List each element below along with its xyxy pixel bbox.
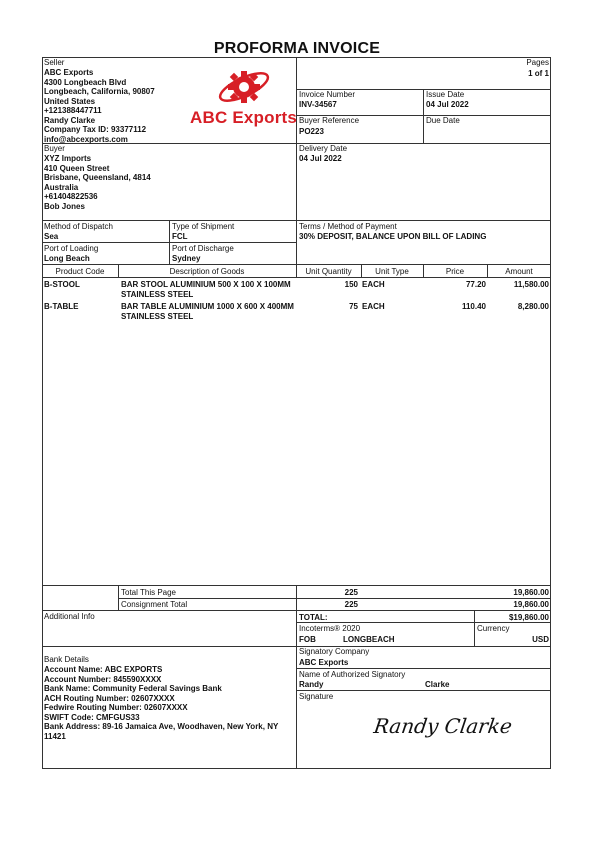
bank-details xyxy=(44,665,292,741)
row-unit-type: EACH xyxy=(362,302,385,311)
row-quantity: 75 xyxy=(349,302,358,311)
bank-line: Bank Name: Community Federal Savings Bank xyxy=(44,684,222,693)
buyer-line: Bob Jones xyxy=(44,201,85,211)
company-logo xyxy=(188,64,296,134)
incoterms-label: Incoterms® 2020 xyxy=(299,624,361,633)
row-price: 77.20 xyxy=(465,280,486,289)
buyer-line: Brisbane, Queensland, 4814 xyxy=(44,173,151,182)
total-this-page-label: Total This Page xyxy=(121,588,176,597)
seller-line: +121388447711 xyxy=(44,106,102,115)
consignment-total-qty: 225 xyxy=(344,600,358,609)
bank-line: Fedwire Routing Number: 02607XXXX xyxy=(44,703,188,712)
col-header-unit-quantity: Unit Quantity xyxy=(305,267,352,276)
row-description: BAR STOOL ALUMINIUM 500 X 100 X 100MM STAINLESS STEEL xyxy=(121,280,291,299)
buyer-line: Australia xyxy=(44,182,79,192)
signatory-company-label: Signatory Company xyxy=(299,647,370,656)
total-this-page-qty: 225 xyxy=(344,588,358,597)
signature-label: Signature xyxy=(299,692,334,701)
terms-label: Terms / Method of Payment xyxy=(299,222,397,231)
authorized-signatory-label: Name of Authorized Signatory xyxy=(299,670,406,679)
invoice-number-value: INV-34567 xyxy=(299,100,337,109)
logo-text: ABC Exports xyxy=(190,108,298,127)
bank-line: ACH Routing Number: 02607XXXX xyxy=(44,693,175,703)
row-amount: 11,580.00 xyxy=(513,280,549,289)
pages-value: 1 of 1 xyxy=(528,69,549,78)
row-product-code: B-STOOL xyxy=(44,280,80,289)
col-header-description: Description of Goods xyxy=(169,267,245,276)
issue-date-label: Issue Date xyxy=(426,90,465,99)
seller-line: ABC Exports xyxy=(44,68,94,77)
seller-line: Randy Clarke xyxy=(44,115,96,125)
col-header-amount: Amount xyxy=(505,267,533,276)
pages-label: Pages xyxy=(526,58,549,67)
seller-line: Company Tax ID: 93377112 xyxy=(44,125,147,134)
total-this-page-amount: 19,860.00 xyxy=(513,588,549,597)
document-title: PROFORMA INVOICE xyxy=(213,40,381,57)
bank-line: SWIFT Code: CMFGUS33 xyxy=(44,712,140,722)
port-of-discharge-value: Sydney xyxy=(172,254,201,263)
grand-total-label: TOTAL: xyxy=(299,613,328,622)
buyer-reference-label: Buyer Reference xyxy=(299,116,360,125)
row-price: 110.40 xyxy=(461,302,486,311)
col-header-price: Price xyxy=(445,267,465,276)
buyer-details xyxy=(44,154,151,211)
seller-line: United States xyxy=(44,96,96,106)
due-date-label: Due Date xyxy=(426,116,460,125)
incoterms-term: FOB xyxy=(299,635,316,644)
buyer-label: Buyer xyxy=(44,144,65,153)
invoice-number-label: Invoice Number xyxy=(299,90,356,99)
seller-line: 4300 Longbeach Blvd xyxy=(44,77,127,87)
buyer-line: 410 Queen Street xyxy=(44,163,110,173)
row-amount: 8,280.00 xyxy=(517,302,549,311)
seller-label: Seller xyxy=(44,58,65,67)
seller-line: Longbeach, California, 90807 xyxy=(44,87,155,96)
row-description: BAR TABLE ALUMINIUM 1000 X 600 X 400MM STAINLESS STEEL xyxy=(121,302,294,321)
consignment-total-amount: 19,860.00 xyxy=(513,600,549,609)
additional-info-label: Additional Info xyxy=(44,612,95,621)
type-of-shipment-value: FCL xyxy=(172,232,188,241)
buyer-reference-value: PO223 xyxy=(299,127,324,136)
port-of-loading-label: Port of Loading xyxy=(44,244,99,253)
seller-line: info@abcexports.com xyxy=(44,134,128,144)
col-header-unit-type: Unit Type xyxy=(375,267,409,276)
currency-value: USD xyxy=(532,635,549,644)
currency-label: Currency xyxy=(477,624,510,633)
seller-details xyxy=(44,68,155,144)
bank-line: Bank Address: 89-16 Jamaica Ave, Woodhaven, New York, NY 11421 xyxy=(44,722,279,741)
row-quantity: 150 xyxy=(344,280,358,289)
signature-image: Randy Clarke xyxy=(372,714,514,738)
grand-total-value: $19,860.00 xyxy=(508,613,549,622)
authorized-signatory-first: Randy xyxy=(299,680,324,689)
col-header-product-code: Product Code xyxy=(55,267,105,276)
authorized-signatory-last: Clarke xyxy=(425,680,450,689)
buyer-line: XYZ Imports xyxy=(44,154,92,163)
row-unit-type: EACH xyxy=(362,280,385,289)
buyer-line: +61404822536 xyxy=(44,192,98,201)
row-product-code: B-TABLE xyxy=(44,302,79,311)
incoterms-place: LONGBEACH xyxy=(343,635,395,644)
delivery-date-value: 04 Jul 2022 xyxy=(299,154,342,163)
consignment-total-label: Consignment Total xyxy=(121,600,188,609)
bank-line: Account Number: 845590XXXX xyxy=(44,674,162,684)
bank-details-label: Bank Details xyxy=(44,655,89,664)
port-of-loading-value: Long Beach xyxy=(44,254,90,263)
type-of-shipment-label: Type of Shipment xyxy=(172,222,235,231)
bank-line: Account Name: ABC EXPORTS xyxy=(44,665,163,674)
terms-value: 30% DEPOSIT, BALANCE UPON BILL OF LADING xyxy=(299,232,487,241)
issue-date-value: 04 Jul 2022 xyxy=(426,100,469,109)
signatory-company-value: ABC Exports xyxy=(299,658,349,667)
method-of-dispatch-label: Method of Dispatch xyxy=(44,222,113,231)
gear-globe-logo-icon xyxy=(216,66,272,108)
port-of-discharge-label: Port of Discharge xyxy=(172,244,234,253)
delivery-date-label: Delivery Date xyxy=(299,144,348,153)
method-of-dispatch-value: Sea xyxy=(44,232,59,241)
